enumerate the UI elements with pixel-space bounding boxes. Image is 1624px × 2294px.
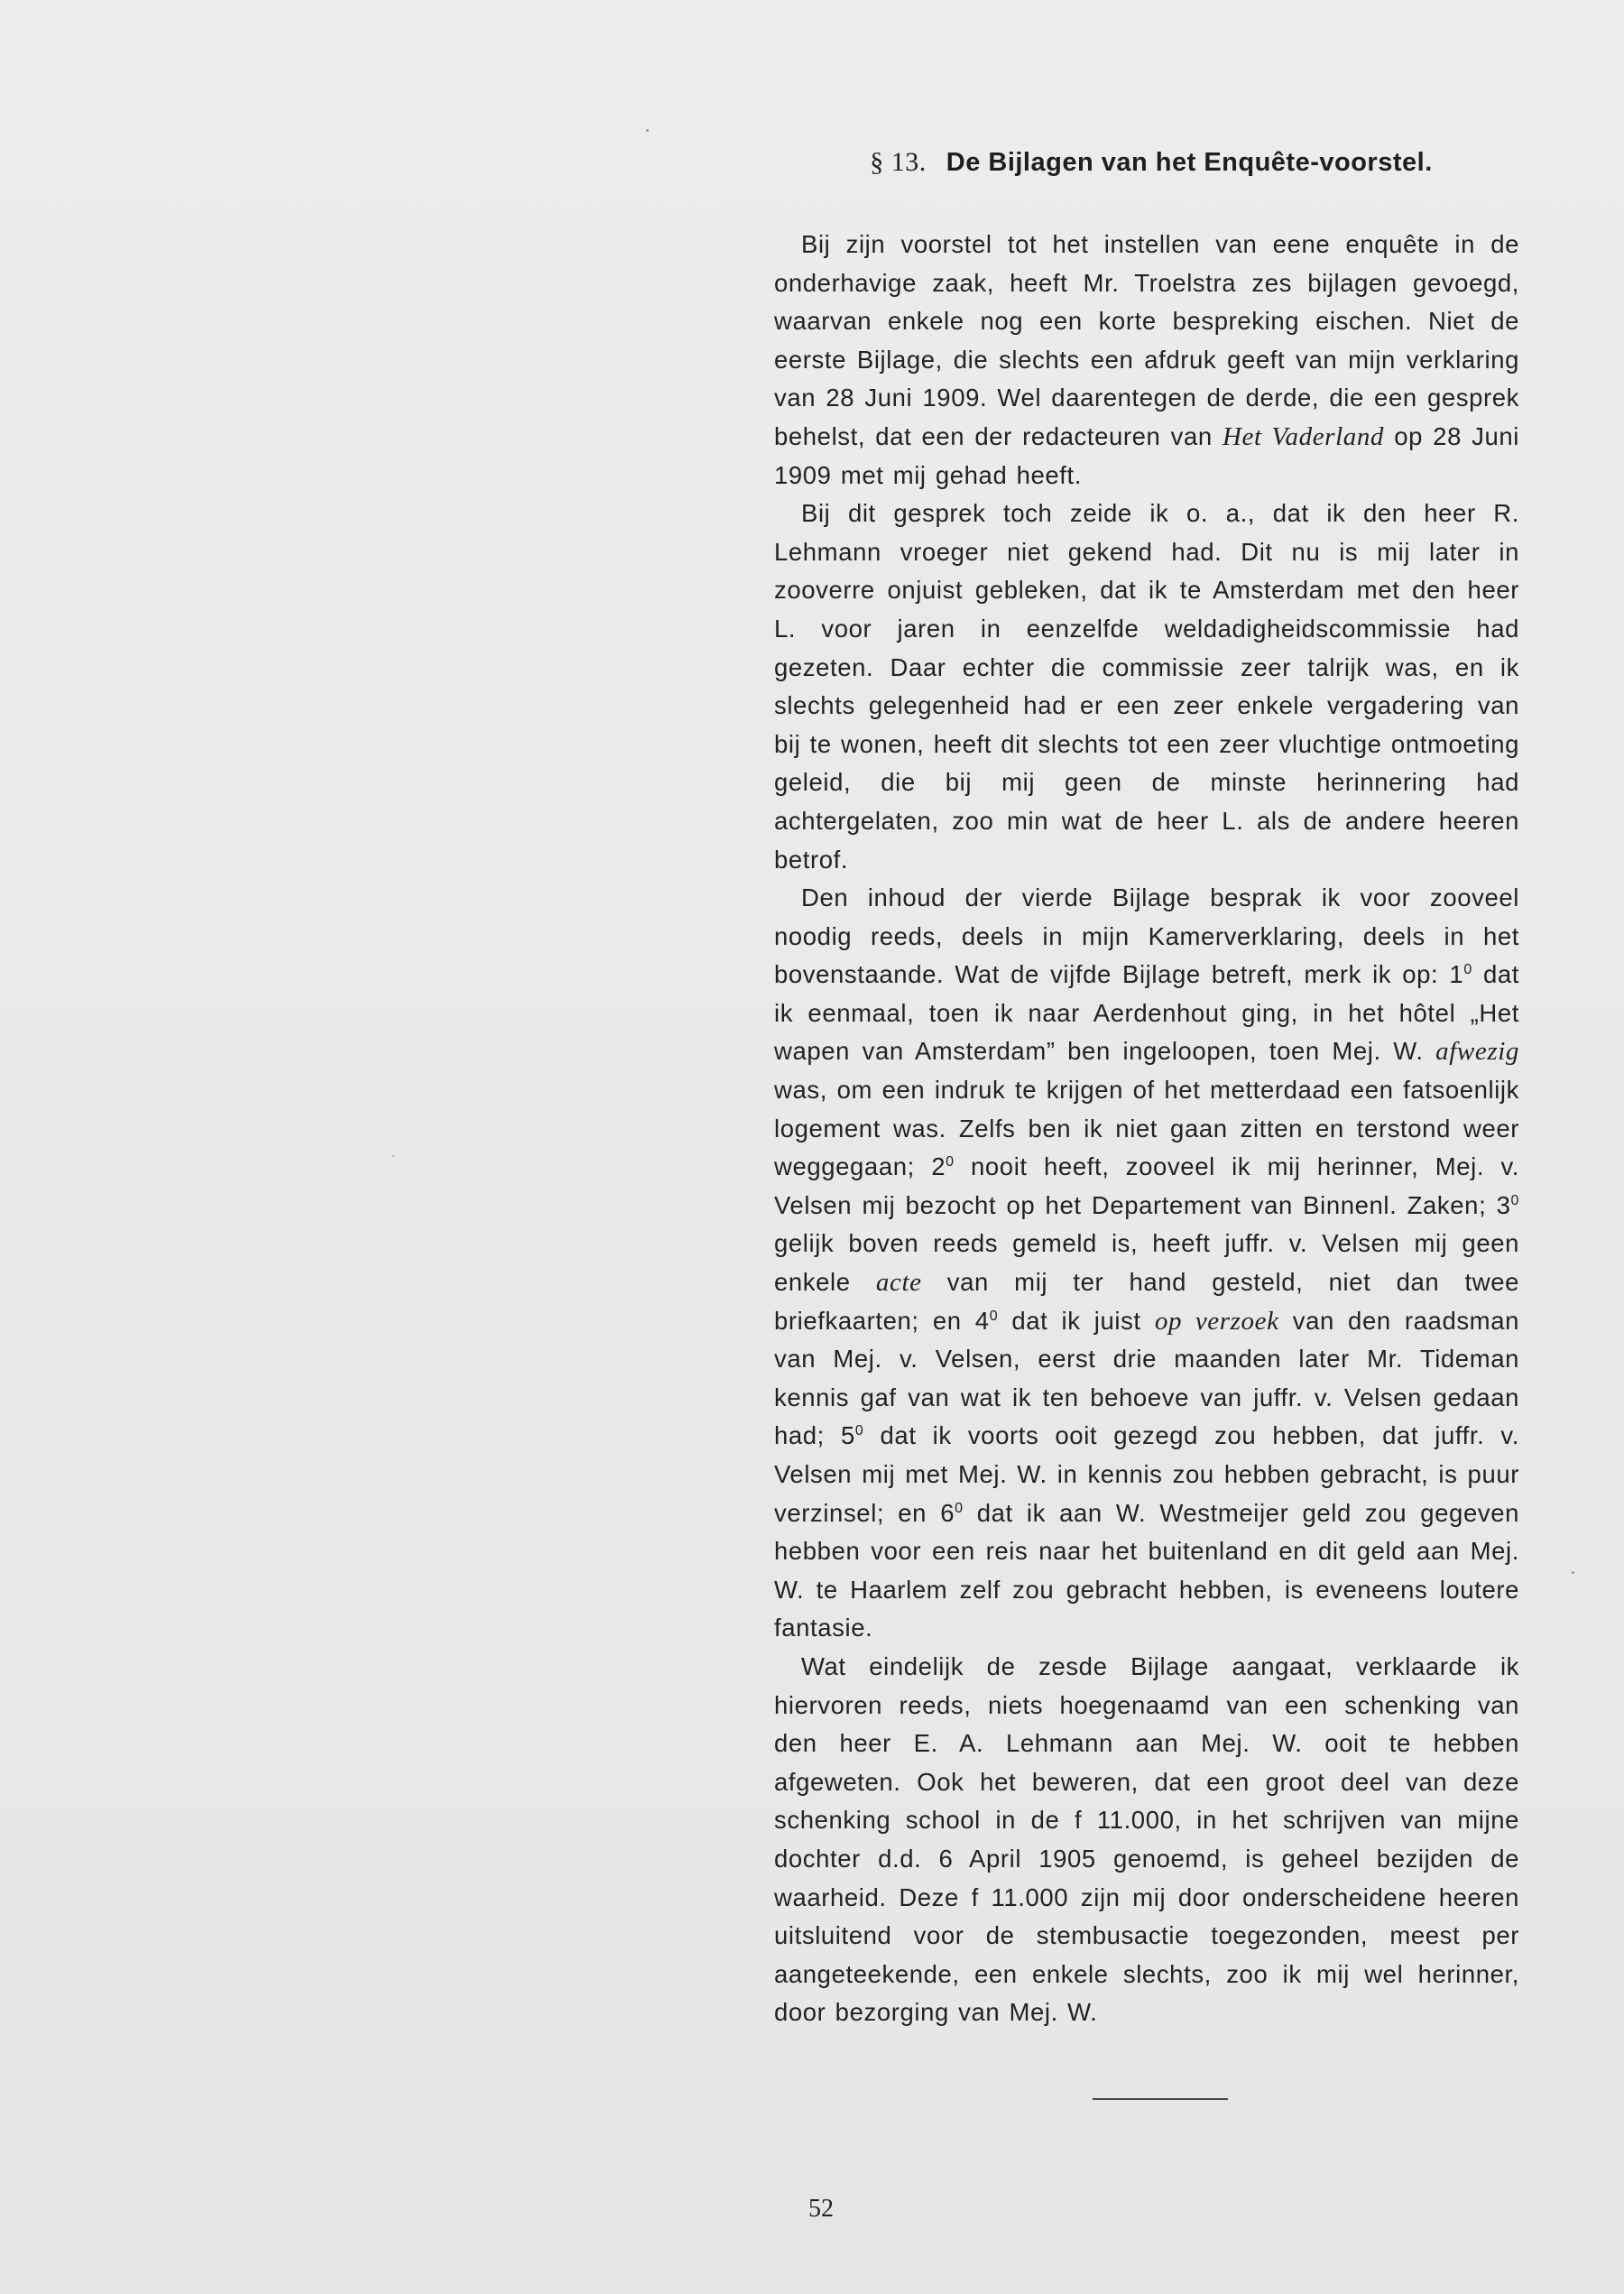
ordinal-superscript: 0 — [1463, 962, 1472, 978]
ordinal-superscript: 0 — [946, 1154, 955, 1170]
paragraph — [774, 495, 1519, 879]
paragraph-text: op 28 Juni 1909 met mij gehad heeft. — [774, 421, 1519, 489]
paragraph-text: was, om een indruk te krijgen of het metterdaad een fatsoenlijk logement was. Zelfs ben ik niet gaan zitten en terstond weer weggegaan; 2 — [774, 1076, 1519, 1181]
paragraph-text: nooit heeft, zooveel ik mij herinner, Mej. v. Velsen mij bezocht op het Departement van Binnenl. Zaken; 3 — [774, 1152, 1519, 1219]
ordinal-superscript: 0 — [955, 1500, 964, 1516]
paragraph-text: dat ik juist — [998, 1306, 1155, 1335]
emphasis-text: acte — [875, 1268, 922, 1298]
paragraph-text: dat ik voorts ooit gezegd zou hebben, dat juffr. v. Velsen mij met Mej. W. in kennis zou hebben gebracht, is puur verzinsel; en 6 — [774, 1421, 1519, 1527]
paragraph — [774, 879, 1519, 1648]
paragraph — [774, 1648, 1519, 2032]
ordinal-superscript: 0 — [1510, 1192, 1519, 1208]
paragraph-text: Wat eindelijk de zesde Bijlage aangaat, verklaarde ik hiervoren reeds, niets hoegenaamd van een schenking van den heer E. A. Lehmann aan Mej. W. ooit te hebben afgeweten. Ook het beweren, dat een groot deel van deze schenking school in de f 11.000, in het schrijven van mijne dochter d.d. 6 April 1905 genoemd, is geheel bezijden de waarheid. Deze f 11.000 zijn mij door onderscheidene heeren uitsluitend voor de stembusactie toegezonden, meest per aangeteekende, een enkele slechts, zoo ik mij wel herinner, door bezorging van Mej. W. — [774, 1651, 1519, 2027]
ordinal-superscript: 0 — [989, 1308, 999, 1324]
emphasis-text: Het Vaderland — [1222, 421, 1385, 451]
text-column — [774, 135, 1519, 2032]
section-number: § 13. — [870, 147, 927, 177]
paragraph-text: dat ik eenmaal, toen ik naar Aerdenhout ging, in het hôtel „Het wapen van Amsterdam” ben ingeloopen, toen Mej. W. — [774, 960, 1519, 1066]
paper-speck — [646, 129, 649, 132]
paragraph-text: dat ik aan W. Westmeijer geld zou gegeven hebben voor een reis naar het buitenland en dit geld aan Mej. W. te Haarlem zelf zou gebracht hebben, is eveneens loutere fantasie. — [774, 1498, 1519, 1642]
paragraph-text: Bij dit gesprek toch zeide ik o. a., dat ik den heer R. Lehmann vroeger niet gekend had. Dit nu is mij later in zooverre onjuist gebleken, dat ik te Amsterdam met den heer L. voor jaren in eenzelfde weldadigheidscommissie had gezeten. Daar echter die commissie zeer talrijk was, en ik slechts gelegenheid had er een zeer enkele vergadering van bij te wonen, heeft dit slechts tot een zeer vluchtige ontmoeting geleid, die bij mij geen de minste herinnering had achtergelaten, zoo min wat de heer L. als de andere heeren betrof. — [774, 499, 1519, 874]
page-number: 52 — [808, 2195, 834, 2223]
paragraph-text: gelijk boven reeds gemeld is, heeft juffr. v. Velsen mij geen enkele — [774, 1229, 1519, 1297]
paragraph — [774, 226, 1519, 495]
body-text — [774, 226, 1519, 2032]
paper-speck — [1572, 1571, 1574, 1574]
paper-speck — [392, 1155, 394, 1157]
emphasis-text: op verzoek — [1154, 1306, 1279, 1336]
paragraph-text: van mij ter hand gesteld, niet dan twee briefkaarten; en 4 — [774, 1268, 1519, 1335]
end-rule — [1093, 2098, 1228, 2100]
section-heading — [774, 135, 1519, 190]
emphasis-text: afwezig — [1435, 1037, 1519, 1067]
paragraph-text: van den raadsman van Mej. v. Velsen, eerst drie maanden later Mr. Tideman kennis gaf van wat ik ten behoeve van juffr. v. Velsen gedaan had; 5 — [774, 1306, 1519, 1450]
ordinal-superscript: 0 — [854, 1423, 864, 1439]
section-title: De Bijlagen van het Enquête-voorstel. — [946, 148, 1433, 177]
paragraph-text: Den inhoud der vierde Bijlage besprak ik voor zooveel noodig reeds, deels in mijn Kamerverklaring, deels in het bovenstaande. Wat de vijfde Bijlage betreft, merk ik op: 1 — [774, 883, 1519, 989]
paragraph-text: Bij zijn voorstel tot het instellen van eene enquête in de onderhavige zaak, heeft Mr. Troelstra zes bijlagen gevoegd, waarvan enkele nog een korte bespreking eischen. Niet de eerste Bijlage, die slechts een afdruk geeft van mijn verklaring van 28 Juni 1909. Wel daarentegen de derde, die een gesprek behelst, dat een der redacteuren van — [774, 230, 1519, 450]
